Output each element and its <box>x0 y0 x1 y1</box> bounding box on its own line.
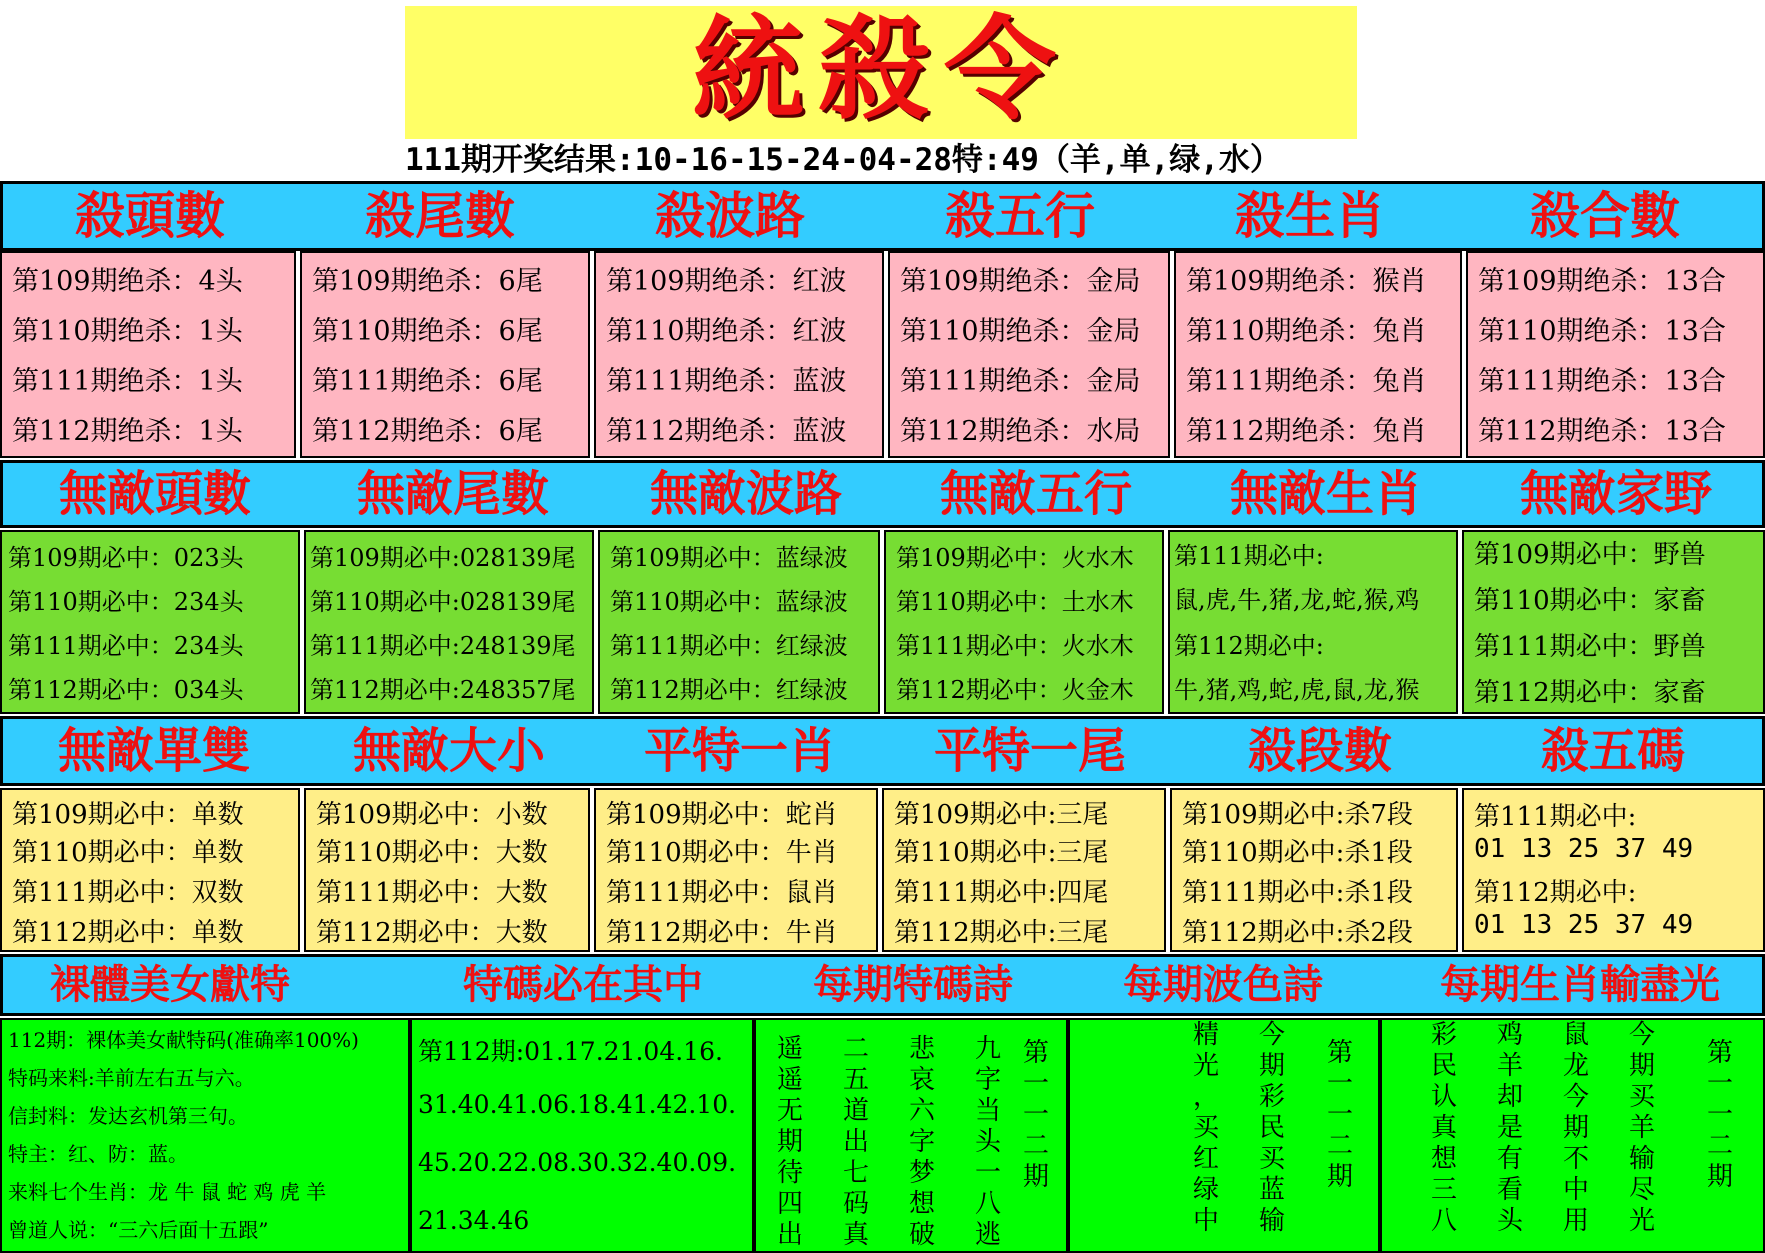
win-head-line: 第112期必中：034头 <box>8 676 244 704</box>
odd-even-line: 第110期必中：单数 <box>12 838 244 868</box>
kill-head-line: 第109期绝杀：4头 <box>12 266 243 297</box>
flat-tail-line: 第112期必中:三尾 <box>894 918 1109 948</box>
odd-even-cell <box>0 788 300 952</box>
win-zodiac-line: 牛,猪,鸡,蛇,虎,鼠,龙,猴 <box>1174 676 1420 704</box>
poem-period <box>1702 1038 1738 1193</box>
kill-five-codes-numbers: 01 13 25 37 49 <box>1474 834 1694 864</box>
section4-header: 每期波色詩 <box>1123 962 1323 1008</box>
section1-header: 殺頭數 <box>75 187 225 245</box>
win-domestic-wild-line: 第112期必中：家畜 <box>1474 678 1706 708</box>
section2-header: 無敵家野 <box>1519 466 1712 522</box>
flat-tail-line: 第109期必中:三尾 <box>894 800 1109 830</box>
section2-header: 無敵生肖 <box>1229 466 1422 522</box>
flat-tail-line: 第111期必中:四尾 <box>894 878 1109 908</box>
flat-zodiac-line: 第109期必中：蛇肖 <box>606 800 838 830</box>
poem-period-text: 第 一 一 二 期 <box>1706 1038 1733 1192</box>
beauty-line: 112期：裸体美女献特码(准确率100%) <box>8 1028 359 1052</box>
section4-header: 特碼必在其中 <box>463 962 703 1008</box>
kill-five-codes-line: 第112期必中: <box>1474 878 1637 908</box>
win-zodiac-line: 第111期必中: <box>1174 542 1324 570</box>
section1-header: 殺尾數 <box>365 187 515 245</box>
draw-result: 111期开奖结果:10-16-15-24-04-28特:49（羊,单,绿,水） <box>405 142 1281 178</box>
flat-tail-line: 第110期必中:三尾 <box>894 838 1109 868</box>
section3-header: 無敵單雙 <box>57 723 250 779</box>
section4-header-bar <box>0 954 1765 1016</box>
section4-header: 裸體美女獻特 <box>50 962 290 1008</box>
kill-tail-line: 第112期绝杀：6尾 <box>312 416 543 447</box>
win-wave-line: 第110期必中：蓝绿波 <box>610 588 848 616</box>
section2-header-bar <box>0 460 1765 528</box>
poem-col-text: 二 五 道 出 七 码 真 <box>842 1034 869 1250</box>
win-element-line: 第111期必中：火水木 <box>896 632 1134 660</box>
kill-sum-cell <box>1466 251 1765 458</box>
win-wave-line: 第109期必中：蓝绿波 <box>610 544 848 572</box>
section3-header: 平特一肖 <box>643 723 836 779</box>
section2-header: 無敵五行 <box>939 466 1132 522</box>
kill-head-cell <box>0 251 296 458</box>
win-head-line: 第111期必中：234头 <box>8 632 244 660</box>
kill-head-line: 第111期绝杀：1头 <box>12 366 243 397</box>
win-tail-line: 第112期必中:248357尾 <box>310 676 576 704</box>
poem-col-text: 遥 遥 无 期 待 四 出 <box>776 1034 803 1250</box>
poem-column <box>1558 1020 1594 1237</box>
beauty-special-cell <box>0 1018 410 1253</box>
poem-column <box>1188 1020 1224 1237</box>
section3-header: 殺五碼 <box>1540 723 1685 779</box>
kill-zodiac-line: 第111期绝杀：兔肖 <box>1186 366 1427 397</box>
section1-header: 殺生肖 <box>1235 187 1385 245</box>
poem-column <box>1254 1020 1290 1237</box>
kill-tail-line: 第109期绝杀：6尾 <box>312 266 543 297</box>
win-zodiac-line: 鼠,虎,牛,猪,龙,蛇,猴,鸡 <box>1174 586 1420 614</box>
section4-header: 每期特碼詩 <box>813 962 1013 1008</box>
wave-color-poem-cell <box>1068 1018 1380 1253</box>
special-code-poem-cell <box>754 1018 1068 1253</box>
kill-five-codes-line: 第111期必中: <box>1474 802 1637 832</box>
kill-head-line: 第110期绝杀：1头 <box>12 316 243 347</box>
big-small-line: 第112期必中：大数 <box>316 918 548 948</box>
kill-zodiac-cell <box>1174 251 1462 458</box>
poem-period <box>1322 1038 1358 1193</box>
win-element-line: 第110期必中：土水木 <box>896 588 1134 616</box>
poem-column <box>772 1034 808 1251</box>
special-codes-line: 31.40.41.06.18.41.42.10. <box>418 1090 737 1119</box>
win-wave-line: 第111期必中：红绿波 <box>610 632 848 660</box>
win-element-line: 第112期必中：火金木 <box>896 676 1134 704</box>
win-tail-line: 第110期必中:028139尾 <box>310 588 576 616</box>
win-zodiac-cell <box>1168 530 1458 714</box>
kill-five-codes-numbers: 01 13 25 37 49 <box>1474 910 1694 940</box>
beauty-line: 来料七个生肖：龙 牛 鼠 蛇 鸡 虎 羊 <box>8 1180 327 1204</box>
poem-period-text: 第 一 一 二 期 <box>1326 1038 1353 1192</box>
poem-column <box>1492 1020 1528 1237</box>
kill-segment-cell <box>1170 788 1458 952</box>
poem-col-text: 鸡 羊 却 是 有 看 头 <box>1496 1020 1523 1236</box>
special-codes-cell <box>410 1018 754 1253</box>
win-tail-line: 第111期必中:248139尾 <box>310 632 576 660</box>
win-head-line: 第109期必中：023头 <box>8 544 244 572</box>
poem-period <box>1018 1038 1054 1193</box>
kill-segment-line: 第110期必中:杀1段 <box>1182 838 1413 868</box>
kill-segment-line: 第109期必中:杀7段 <box>1182 800 1413 830</box>
kill-tail-cell <box>300 251 590 458</box>
win-domestic-wild-line: 第110期必中：家畜 <box>1474 586 1706 616</box>
beauty-line: 特码来料:羊前左右五与六。 <box>8 1066 255 1090</box>
section1-header: 殺合數 <box>1530 187 1680 245</box>
win-zodiac-line: 第112期必中: <box>1174 632 1324 660</box>
zodiac-poem-cell <box>1380 1018 1765 1253</box>
odd-even-line: 第111期必中：双数 <box>12 878 244 908</box>
kill-element-line: 第109期绝杀：金局 <box>900 266 1141 297</box>
kill-zodiac-line: 第109期绝杀：猴肖 <box>1186 266 1427 297</box>
poem-col-text: 九 字 当 头 一 八 逃 <box>974 1034 1001 1250</box>
kill-element-line: 第111期绝杀：金局 <box>900 366 1141 397</box>
flat-zodiac-line: 第111期必中：鼠肖 <box>606 878 838 908</box>
section3-header: 平特一尾 <box>933 723 1126 779</box>
flat-zodiac-cell <box>594 788 878 952</box>
section1-header-bar <box>0 181 1765 251</box>
kill-tail-line: 第110期绝杀：6尾 <box>312 316 543 347</box>
kill-zodiac-line: 第112期绝杀：兔肖 <box>1186 416 1427 447</box>
poem-col-text: 鼠 龙 今 期 不 中 用 <box>1562 1020 1589 1236</box>
kill-wave-line: 第110期绝杀：红波 <box>606 316 847 347</box>
win-head-cell <box>0 530 300 714</box>
poem-col-text: 今 期 买 羊 输 尽 光 <box>1628 1020 1655 1236</box>
flat-zodiac-line: 第110期必中：牛肖 <box>606 838 838 868</box>
poem-column <box>1624 1020 1660 1237</box>
kill-sum-line: 第109期绝杀：13合 <box>1478 266 1726 297</box>
kill-sum-line: 第110期绝杀：13合 <box>1478 316 1726 347</box>
win-tail-line: 第109期必中:028139尾 <box>310 544 576 572</box>
win-wave-cell <box>598 530 880 714</box>
section2-header: 無敵尾數 <box>356 466 549 522</box>
section2-header: 無敵波路 <box>649 466 842 522</box>
kill-element-line: 第110期绝杀：金局 <box>900 316 1141 347</box>
win-domestic-wild-cell <box>1462 530 1765 714</box>
kill-element-line: 第112期绝杀：水局 <box>900 416 1141 447</box>
win-element-line: 第109期必中：火水木 <box>896 544 1134 572</box>
page-title: 統殺令 <box>692 4 1070 135</box>
kill-wave-line: 第109期绝杀：红波 <box>606 266 847 297</box>
kill-zodiac-line: 第110期绝杀：兔肖 <box>1186 316 1427 347</box>
flat-zodiac-line: 第112期必中：牛肖 <box>606 918 838 948</box>
poem-col-text: 彩 民 认 真 想 三 八 <box>1430 1020 1457 1236</box>
beauty-line: 特主：红、防：蓝。 <box>8 1142 188 1166</box>
section4-header: 每期生肖輸盡光 <box>1440 962 1720 1008</box>
beauty-line: 信封料：发达玄机第三句。 <box>8 1104 248 1128</box>
poem-column <box>1426 1020 1462 1237</box>
kill-element-cell <box>888 251 1170 458</box>
poem-col-text: 今 期 彩 民 买 蓝 输 <box>1258 1020 1285 1236</box>
odd-even-line: 第109期必中：单数 <box>12 800 244 830</box>
section1-header: 殺五行 <box>945 187 1095 245</box>
kill-wave-line: 第112期绝杀：蓝波 <box>606 416 847 447</box>
win-head-line: 第110期必中：234头 <box>8 588 244 616</box>
kill-tail-line: 第111期绝杀：6尾 <box>312 366 543 397</box>
poem-col-text: 精 光 ， 买 红 绿 中 <box>1192 1020 1219 1236</box>
win-element-cell <box>884 530 1164 714</box>
kill-head-line: 第112期绝杀：1头 <box>12 416 243 447</box>
poem-period-text: 第 一 一 二 期 <box>1022 1038 1049 1192</box>
kill-segment-line: 第111期必中:杀1段 <box>1182 878 1413 908</box>
poem-column <box>970 1034 1006 1251</box>
special-codes-line: 第112期:01.17.21.04.16. <box>418 1037 723 1066</box>
kill-segment-line: 第112期必中:杀2段 <box>1182 918 1413 948</box>
special-codes-line: 21.34.46 <box>418 1206 530 1235</box>
beauty-line: 曾道人说：“三六后面十五跟” <box>8 1218 269 1242</box>
big-small-line: 第110期必中：大数 <box>316 838 548 868</box>
big-small-cell <box>304 788 590 952</box>
big-small-line: 第111期必中：大数 <box>316 878 548 908</box>
poem-col-text: 悲 哀 六 字 梦 想 破 <box>908 1034 935 1250</box>
win-domestic-wild-line: 第109期必中：野兽 <box>1474 540 1706 570</box>
section3-header: 無敵大小 <box>352 723 545 779</box>
kill-sum-line: 第112期绝杀：13合 <box>1478 416 1726 447</box>
kill-five-codes-cell <box>1462 788 1765 952</box>
section1-header: 殺波路 <box>655 187 805 245</box>
win-wave-line: 第112期必中：红绿波 <box>610 676 848 704</box>
kill-sum-line: 第111期绝杀：13合 <box>1478 366 1726 397</box>
kill-wave-cell <box>594 251 884 458</box>
big-small-line: 第109期必中：小数 <box>316 800 548 830</box>
special-codes-line: 45.20.22.08.30.32.40.09. <box>418 1148 737 1177</box>
poem-column <box>904 1034 940 1251</box>
win-tail-cell <box>304 530 594 714</box>
section2-header: 無敵頭數 <box>58 466 251 522</box>
win-domestic-wild-line: 第111期必中：野兽 <box>1474 632 1706 662</box>
flat-tail-cell <box>882 788 1166 952</box>
section3-header: 殺段數 <box>1247 723 1392 779</box>
section3-header-bar <box>0 716 1765 786</box>
odd-even-line: 第112期必中：单数 <box>12 918 244 948</box>
poem-column <box>838 1034 874 1251</box>
kill-wave-line: 第111期绝杀：蓝波 <box>606 366 847 397</box>
